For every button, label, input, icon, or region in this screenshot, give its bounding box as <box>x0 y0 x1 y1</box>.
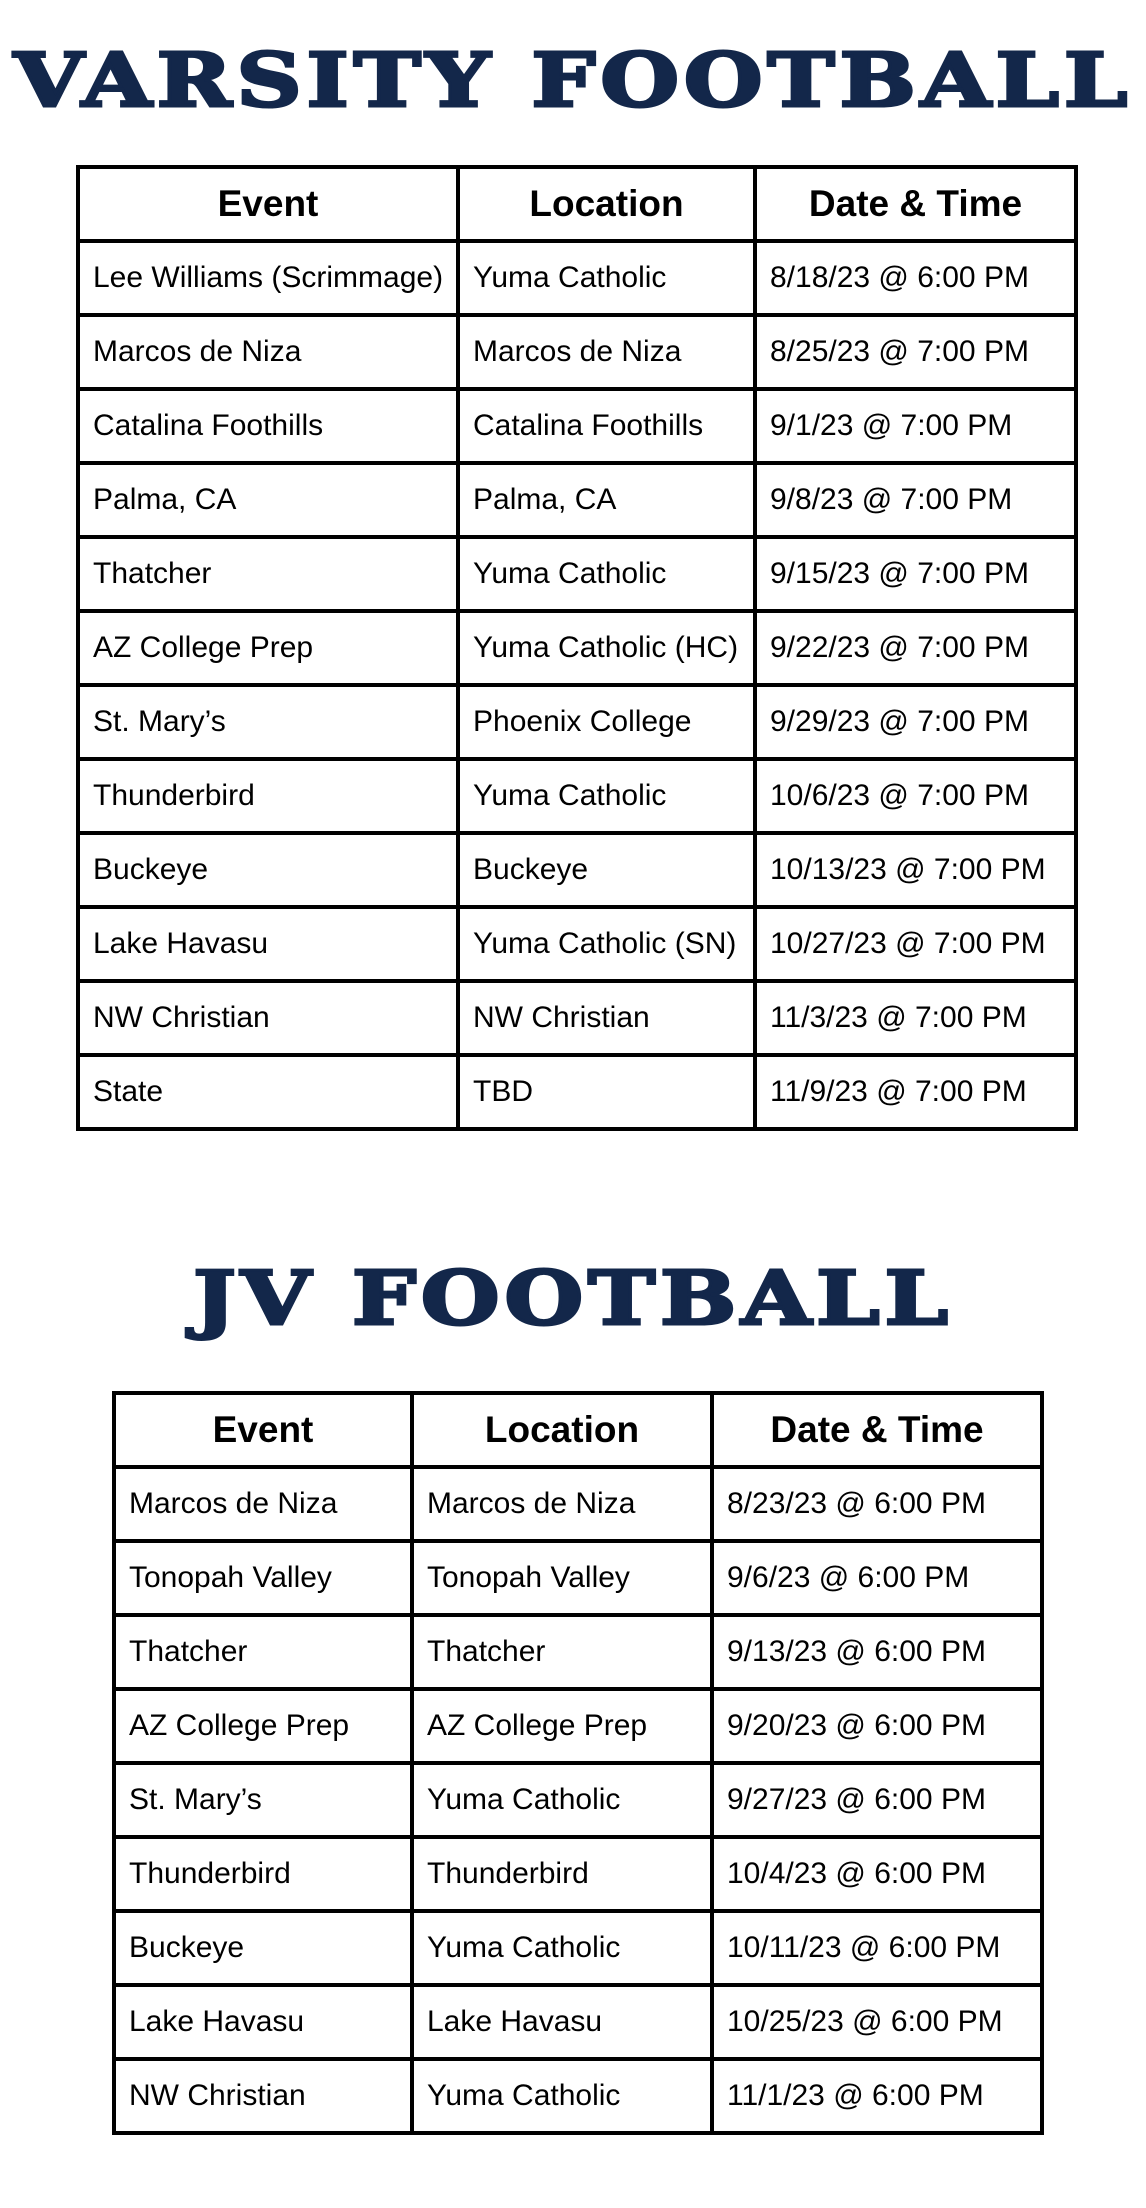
table-row <box>78 685 1076 759</box>
location-cell: Thatcher <box>412 1615 712 1689</box>
location-cell: Yuma Catholic <box>458 537 755 611</box>
table-row <box>78 537 1076 611</box>
date-time-cell: 10/4/23 @ 6:00 PM <box>712 1837 1042 1911</box>
event-cell: St. Mary’s <box>114 1763 412 1837</box>
date-time-cell: 9/27/23 @ 6:00 PM <box>712 1763 1042 1837</box>
event-cell: Lake Havasu <box>114 1985 412 2059</box>
location-cell: Yuma Catholic <box>458 759 755 833</box>
location-cell: Yuma Catholic <box>412 1763 712 1837</box>
event-cell: Buckeye <box>78 833 458 907</box>
table-row <box>78 833 1076 907</box>
event-cell: Thunderbird <box>114 1837 412 1911</box>
date-time-cell: 9/22/23 @ 7:00 PM <box>755 611 1076 685</box>
event-cell: State <box>78 1055 458 1129</box>
date-time-cell: 10/13/23 @ 7:00 PM <box>755 833 1076 907</box>
date-time-cell: 9/1/23 @ 7:00 PM <box>755 389 1076 463</box>
location-cell: Buckeye <box>458 833 755 907</box>
date-time-cell: 11/9/23 @ 7:00 PM <box>755 1055 1076 1129</box>
location-cell: AZ College Prep <box>412 1689 712 1763</box>
event-cell: AZ College Prep <box>78 611 458 685</box>
date-time-cell: 11/1/23 @ 6:00 PM <box>712 2059 1042 2133</box>
location-cell: TBD <box>458 1055 755 1129</box>
column-header-date-time: Date & Time <box>712 1393 1042 1467</box>
date-time-cell: 9/15/23 @ 7:00 PM <box>755 537 1076 611</box>
column-header-date-time: Date & Time <box>755 167 1076 241</box>
table-row <box>78 241 1076 315</box>
location-cell: Tonopah Valley <box>412 1541 712 1615</box>
table-row <box>114 1689 1042 1763</box>
location-cell: Yuma Catholic <box>412 2059 712 2133</box>
location-cell: Palma, CA <box>458 463 755 537</box>
date-time-cell: 10/6/23 @ 7:00 PM <box>755 759 1076 833</box>
table-row <box>78 1055 1076 1129</box>
date-time-cell: 9/29/23 @ 7:00 PM <box>755 685 1076 759</box>
table-row <box>114 1985 1042 2059</box>
table-row <box>78 981 1076 1055</box>
date-time-cell: 10/11/23 @ 6:00 PM <box>712 1911 1042 1985</box>
column-header-location: Location <box>412 1393 712 1467</box>
date-time-cell: 9/6/23 @ 6:00 PM <box>712 1541 1042 1615</box>
table-row <box>78 907 1076 981</box>
location-cell: Yuma Catholic <box>412 1911 712 1985</box>
location-cell: Marcos de Niza <box>412 1467 712 1541</box>
event-cell: Lake Havasu <box>78 907 458 981</box>
column-header-location: Location <box>458 167 755 241</box>
table-header-row <box>78 167 1076 241</box>
table-row <box>78 759 1076 833</box>
event-cell: NW Christian <box>114 2059 412 2133</box>
location-cell: Yuma Catholic (HC) <box>458 611 755 685</box>
event-cell: Palma, CA <box>78 463 458 537</box>
date-time-cell: 9/8/23 @ 7:00 PM <box>755 463 1076 537</box>
event-cell: Lee Williams (Scrimmage) <box>78 241 458 315</box>
table-row <box>114 1911 1042 1985</box>
location-cell: Catalina Foothills <box>458 389 755 463</box>
date-time-cell: 8/18/23 @ 6:00 PM <box>755 241 1076 315</box>
location-cell: Phoenix College <box>458 685 755 759</box>
varsity-football-title: VARSITY FOOTBALL <box>13 38 1133 124</box>
location-cell: Thunderbird <box>412 1837 712 1911</box>
event-cell: St. Mary’s <box>78 685 458 759</box>
table-row <box>114 2059 1042 2133</box>
table-row <box>78 389 1076 463</box>
location-cell: NW Christian <box>458 981 755 1055</box>
event-cell: Thatcher <box>78 537 458 611</box>
date-time-cell: 9/13/23 @ 6:00 PM <box>712 1615 1042 1689</box>
date-time-cell: 10/25/23 @ 6:00 PM <box>712 1985 1042 2059</box>
location-cell: Yuma Catholic (SN) <box>458 907 755 981</box>
date-time-cell: 9/20/23 @ 6:00 PM <box>712 1689 1042 1763</box>
table-header-row <box>114 1393 1042 1467</box>
event-cell: Marcos de Niza <box>78 315 458 389</box>
date-time-cell: 11/3/23 @ 7:00 PM <box>755 981 1076 1055</box>
table-row <box>78 315 1076 389</box>
event-cell: NW Christian <box>78 981 458 1055</box>
column-header-event: Event <box>78 167 458 241</box>
jv-football-title: JV FOOTBALL <box>193 1256 953 1342</box>
table-row <box>78 463 1076 537</box>
event-cell: Thatcher <box>114 1615 412 1689</box>
event-cell: Catalina Foothills <box>78 389 458 463</box>
table-row <box>114 1467 1042 1541</box>
event-cell: Thunderbird <box>78 759 458 833</box>
table-row <box>78 611 1076 685</box>
table-row <box>114 1837 1042 1911</box>
location-cell: Yuma Catholic <box>458 241 755 315</box>
event-cell: Tonopah Valley <box>114 1541 412 1615</box>
date-time-cell: 8/23/23 @ 6:00 PM <box>712 1467 1042 1541</box>
location-cell: Marcos de Niza <box>458 315 755 389</box>
column-header-event: Event <box>114 1393 412 1467</box>
varsity-schedule-table <box>76 165 1078 1131</box>
table-row <box>114 1615 1042 1689</box>
event-cell: Buckeye <box>114 1911 412 1985</box>
table-row <box>114 1541 1042 1615</box>
jv-schedule-table <box>112 1391 1044 2135</box>
date-time-cell: 8/25/23 @ 7:00 PM <box>755 315 1076 389</box>
table-row <box>114 1763 1042 1837</box>
date-time-cell: 10/27/23 @ 7:00 PM <box>755 907 1076 981</box>
event-cell: Marcos de Niza <box>114 1467 412 1541</box>
event-cell: AZ College Prep <box>114 1689 412 1763</box>
location-cell: Lake Havasu <box>412 1985 712 2059</box>
